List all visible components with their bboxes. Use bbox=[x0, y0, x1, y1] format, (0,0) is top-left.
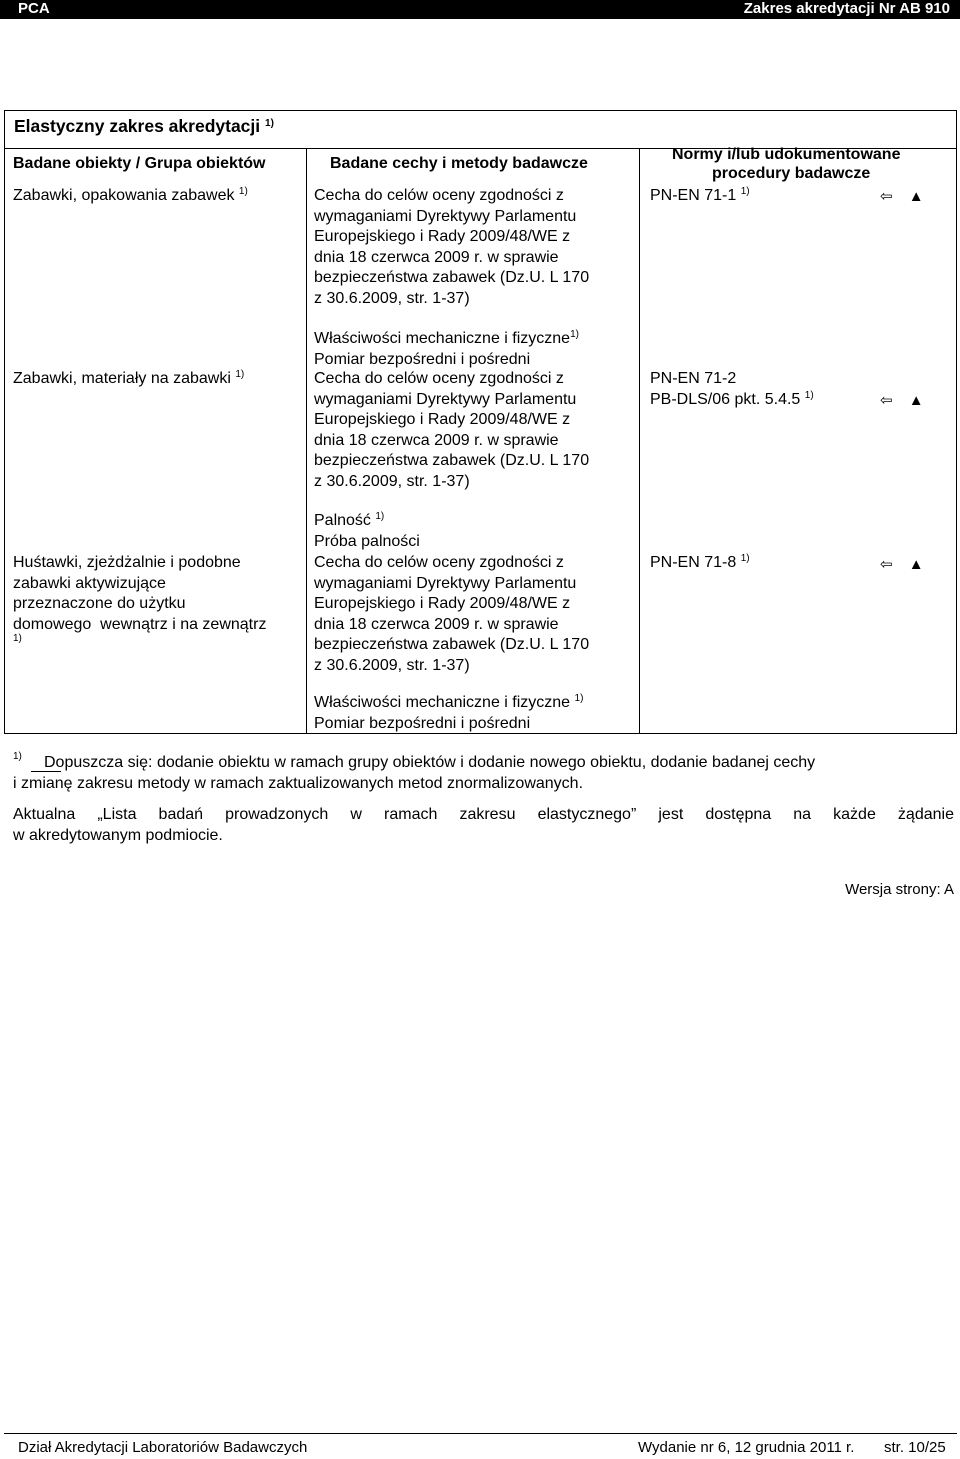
row1-norm: PN-EN 71-1 $^{1)}$ bbox=[650, 186, 750, 204]
note1-underline bbox=[31, 771, 61, 772]
note2-line1: Aktualna „Lista badań prowadzonych w ramach zakresu elastycznego” jest dostępna na każde żądanie bbox=[13, 806, 954, 823]
col1-header: Badane obiekty / Grupa obiektów bbox=[13, 155, 266, 172]
row2-object: Zabawki, materiały na zabawki $^{1)}$ bbox=[13, 369, 245, 387]
row3-norm: PN-EN 71-8 $^{1)}$ bbox=[650, 553, 750, 571]
note1-line2: i zmianę zakresu metody w ramach zaktualizowanych metod znormalizowanych. bbox=[13, 774, 584, 792]
header-right: Zakres akredytacji Nr AB 910 bbox=[743, 0, 950, 17]
page-version: Wersja strony: A bbox=[845, 881, 954, 898]
note2-line2: w akredytowanym podmiocie. bbox=[13, 826, 223, 844]
col3-header-line1: Normy i/lub udokumentowane bbox=[672, 146, 901, 163]
row1-flexibility-symbols: ⇦ ▲ bbox=[880, 188, 930, 205]
section-title: Elastyczny zakres akredytacji $^{1)}$ bbox=[14, 116, 274, 136]
table-col-divider bbox=[306, 148, 307, 734]
table-col-divider bbox=[639, 148, 640, 734]
note1-mark: 1) bbox=[13, 751, 22, 762]
page-header bbox=[0, 0, 960, 19]
row3-flexibility-symbols: ⇦ ▲ bbox=[880, 556, 930, 573]
row1-object: Zabawki, opakowania zabawek $^{1)}$ bbox=[13, 186, 248, 204]
note1-line1: Dopuszcza się: dodanie obiektu w ramach grupy obiektów i dodanie nowego obiektu, dodanie badanej cechy bbox=[44, 754, 816, 771]
footer-page-number: str. 10/25 bbox=[884, 1439, 946, 1456]
footer-edition: Wydanie nr 6, 12 grudnia 2011 r. bbox=[638, 1439, 855, 1456]
col3-header-line2: procedury badawcze bbox=[712, 165, 871, 182]
col2-header: Badane cechy i metody badawcze bbox=[330, 155, 588, 172]
footer-department: Dział Akredytacji Laboratoriów Badawczych bbox=[18, 1439, 308, 1456]
header-left: PCA bbox=[18, 0, 50, 17]
row2-flexibility-symbols: ⇦ ▲ bbox=[880, 392, 930, 409]
footer-rule bbox=[4, 1433, 957, 1434]
